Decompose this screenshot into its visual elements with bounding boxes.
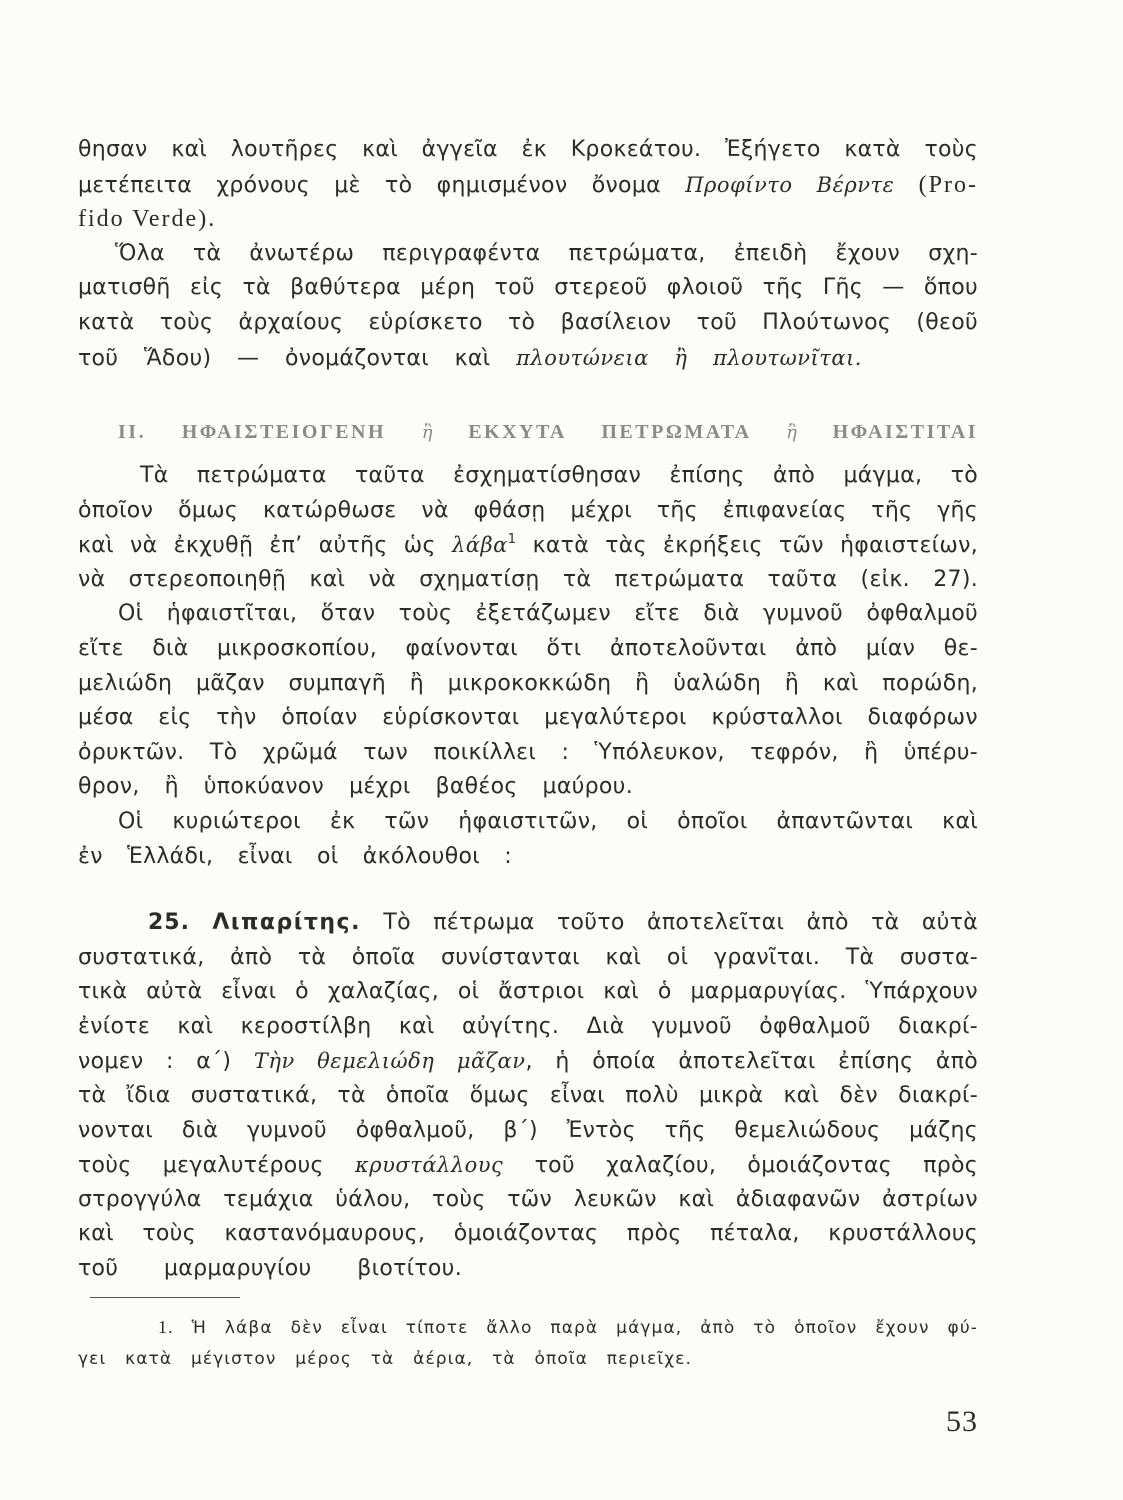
paragraph-line: ἐνίοτε καὶ κεροστίλβη καὶ αὐγίτης. Διὰ γυμνοῦ ὀφθαλμοῦ διακρί- [78, 1013, 978, 1039]
line-text: μετέπειτα χρόνους μὲ τὸ φημισμένον ὄνομα [78, 172, 661, 198]
section-term: ΕΚΧΥΤΑ ΠΕΤΡΩΜΑΤΑ [468, 421, 751, 443]
line-text: νομεν : α΄) [78, 1049, 232, 1075]
paragraph-line: fido Verde). [78, 206, 217, 233]
paragraph-line: θησαν καὶ λουτῆρες καὶ ἀγγεῖα ἐκ Κροκεάτου. Ἐξήγετο κατὰ τοὺς [78, 137, 978, 162]
line-text: Τὸ πέτρωμα τοῦτο ἀποτελεῖται ἀπὸ τὰ αὐτὰ [383, 910, 979, 935]
section-numeral: II. [118, 421, 147, 443]
paragraph-line: στρογγύλα τεμάχια ὑάλου, τοὺς τῶν λευκῶν καὶ ἀδιαφανῶν ἀστρίων [78, 1186, 978, 1212]
liparite-entry [78, 906, 978, 1287]
paragraph-line: συστατικά, ἀπὸ τὰ ὁποῖα συνίστανται καὶ οἱ γρανῖται. Τὰ συστα- [78, 944, 978, 970]
paragraph-line: καὶ τοὺς καστανόμαυρους, ὁμοιάζοντας πρὸς πέταλα, κρυστάλλους [78, 1221, 978, 1247]
paragraph-line: κατὰ τοὺς ἀρχαίους εὑρίσκετο τὸ βασίλειον τοῦ Πλούτωνος (θεοῦ [78, 309, 978, 335]
paragraph-line: εἴτε διὰ μικροσκοπίου, φαίνονται ὅτι ἀποτελοῦνται ἀπὸ μίαν θε- [78, 635, 978, 661]
middle-text-block [78, 459, 978, 874]
footnote-rule [90, 1297, 240, 1298]
paragraph-line [78, 1044, 978, 1079]
paragraph-line: ἐν Ἑλλάδι, εἶναι οἱ ἀκόλουθοι : [78, 843, 512, 869]
upper-text-block [78, 133, 978, 375]
paragraph-line: τοῦ μαρμαρυγίου βιοτίτου. [78, 1255, 462, 1281]
paragraph-line: Ὅλα τὰ ἀνωτέρω περιγραφέντα πετρώματα, ἐπειδὴ ἔχουν σχη- [115, 240, 978, 266]
footnote-line: γει κατὰ μέγιστον μέρος τὰ ἀέρια, τὰ ὁποῖα περιεῖχε. [78, 1349, 692, 1369]
latin-term: (Pro- [918, 171, 978, 198]
paragraph-line [78, 341, 862, 376]
paragraph-line: Οἱ ἡφαιστῖται, ὅταν τοὺς ἐξετάζωμεν εἴτε διὰ γυμνοῦ ὀφθαλμοῦ [118, 601, 978, 627]
footnote-number: 1. [158, 1317, 174, 1337]
line-text: καὶ νὰ ἐκχυθῇ ἐπ’ αὐτῆς ὡς [78, 533, 436, 559]
line-text: Ἡ λάβα δὲν εἶναι τίποτε ἄλλο παρὰ μάγμα, ἀπὸ τὸ ὁποῖον ἔχουν φύ- [191, 1318, 978, 1338]
paragraph-line: μέσα εἰς τὴν ὁποίαν εὑρίσκονται μεγαλύτεροι κρύσταλλοι διαφόρων [78, 705, 978, 731]
paragraph-line: θρον, ἢ ὑποκύανον μέχρι βαθέος μαύρου. [78, 774, 633, 800]
paragraph-line [78, 1148, 978, 1183]
section-term: ΗΦΑΙΣΤΙΤΑΙ [832, 421, 979, 443]
paragraph-line [78, 906, 978, 941]
paragraph-line: Τὰ πετρώματα ταῦτα ἐσχηματίσθησαν ἐπίσης ἀπὸ μάγμα, τὸ [140, 463, 978, 488]
paragraph-line: ὀρυκτῶν. Τὸ χρῶμά των ποικίλλει : Ὑπόλευκον, τεφρόν, ἢ ὑπέρυ- [78, 739, 978, 765]
footnote-line [78, 1311, 978, 1343]
paragraph-line: ματισθῆ εἰς τὰ βαθύτερα μέρη τοῦ στερεοῦ φλοιοῦ τῆς Γῆς — ὅπου [78, 275, 978, 301]
entry-number: 25. [148, 910, 190, 935]
plutonic-paragraph [78, 237, 978, 375]
section-term: ΗΦΑΙΣΤΕΙΟΓΕΝΗ [181, 421, 387, 443]
line-text: , ἡ ὁποία ἀποτελεῖται ἐπίσης ἀπὸ [525, 1049, 979, 1075]
paragraph-line: Οἱ κυριώτεροι ἐκ τῶν ἡφαιστιτῶν, οἱ ὁποῖοι ἀπαντῶνται καὶ [118, 808, 978, 834]
footnote [78, 1311, 978, 1375]
paragraph-line: νονται διὰ γυμνοῦ ὀφθαλμοῦ, β΄) Ἐντὸς τῆς θεμελιώδους μάζης [78, 1117, 978, 1143]
section-heading [118, 417, 978, 447]
paragraph-line [78, 528, 978, 563]
paragraph-line: τὰ ἴδια συστατικά, τὰ ὁποῖα ὅμως εἶναι πολὺ μικρὰ καὶ δὲν διακρί- [78, 1082, 978, 1108]
italic-term: Τὴν θεμελιώδη μᾶζαν [253, 1049, 526, 1074]
italic-term: κρυστάλλους [355, 1153, 504, 1178]
italic-term: λάβα [451, 533, 508, 558]
appearance-paragraph [78, 597, 978, 805]
entry-term: Λιπαρίτης. [212, 910, 361, 935]
italic-term: Προφίντο Βέρντε [685, 172, 895, 197]
paragraph-line: μελιώδη μᾶζαν συμπαγῆ ἢ μικροκοκκώδη ἢ ὑαλώδη ἢ καὶ πορώδη, [78, 670, 978, 696]
volcanic-paragraph [78, 459, 978, 597]
continued-paragraph [78, 133, 978, 237]
section-conjunction: ἢ [421, 422, 433, 443]
page-number: 53 [946, 1405, 978, 1438]
line-text: τοῦ χαλαζίου, ὁμοιάζοντας πρὸς [534, 1153, 978, 1179]
paragraph-line: τικὰ αὐτὰ εἶναι ὁ χαλαζίας, οἱ ἄστριοι καὶ ὁ μαρμαρυγίας. Ὑπάρχουν [78, 979, 978, 1005]
section-conjunction: ἢ [786, 422, 797, 443]
paragraph-line [78, 168, 978, 203]
italic-term: πλουτώνεια ἢ πλουτωνῖται. [516, 345, 862, 370]
paragraph-line: νὰ στερεοποιηθῇ καὶ νὰ σχηματίσῃ τὰ πετρώματα ταῦτα (εἰκ. 27). [78, 566, 978, 592]
footnote-reference: 1 [507, 532, 517, 548]
list-intro-paragraph [78, 805, 978, 874]
paragraph-line: ὁποῖον ὅμως κατώρθωσε νὰ φθάσῃ μέχρι τῆς ἐπιφανείας τῆς γῆς [78, 497, 978, 523]
line-text: κατὰ τὰς ἐκρήξεις τῶν ἡφαιστείων, [532, 533, 978, 559]
line-text: τοὺς μεγαλυτέρους [78, 1153, 324, 1179]
line-text: τοῦ Ἅδου) — ὀνομάζονται καὶ [78, 345, 491, 371]
